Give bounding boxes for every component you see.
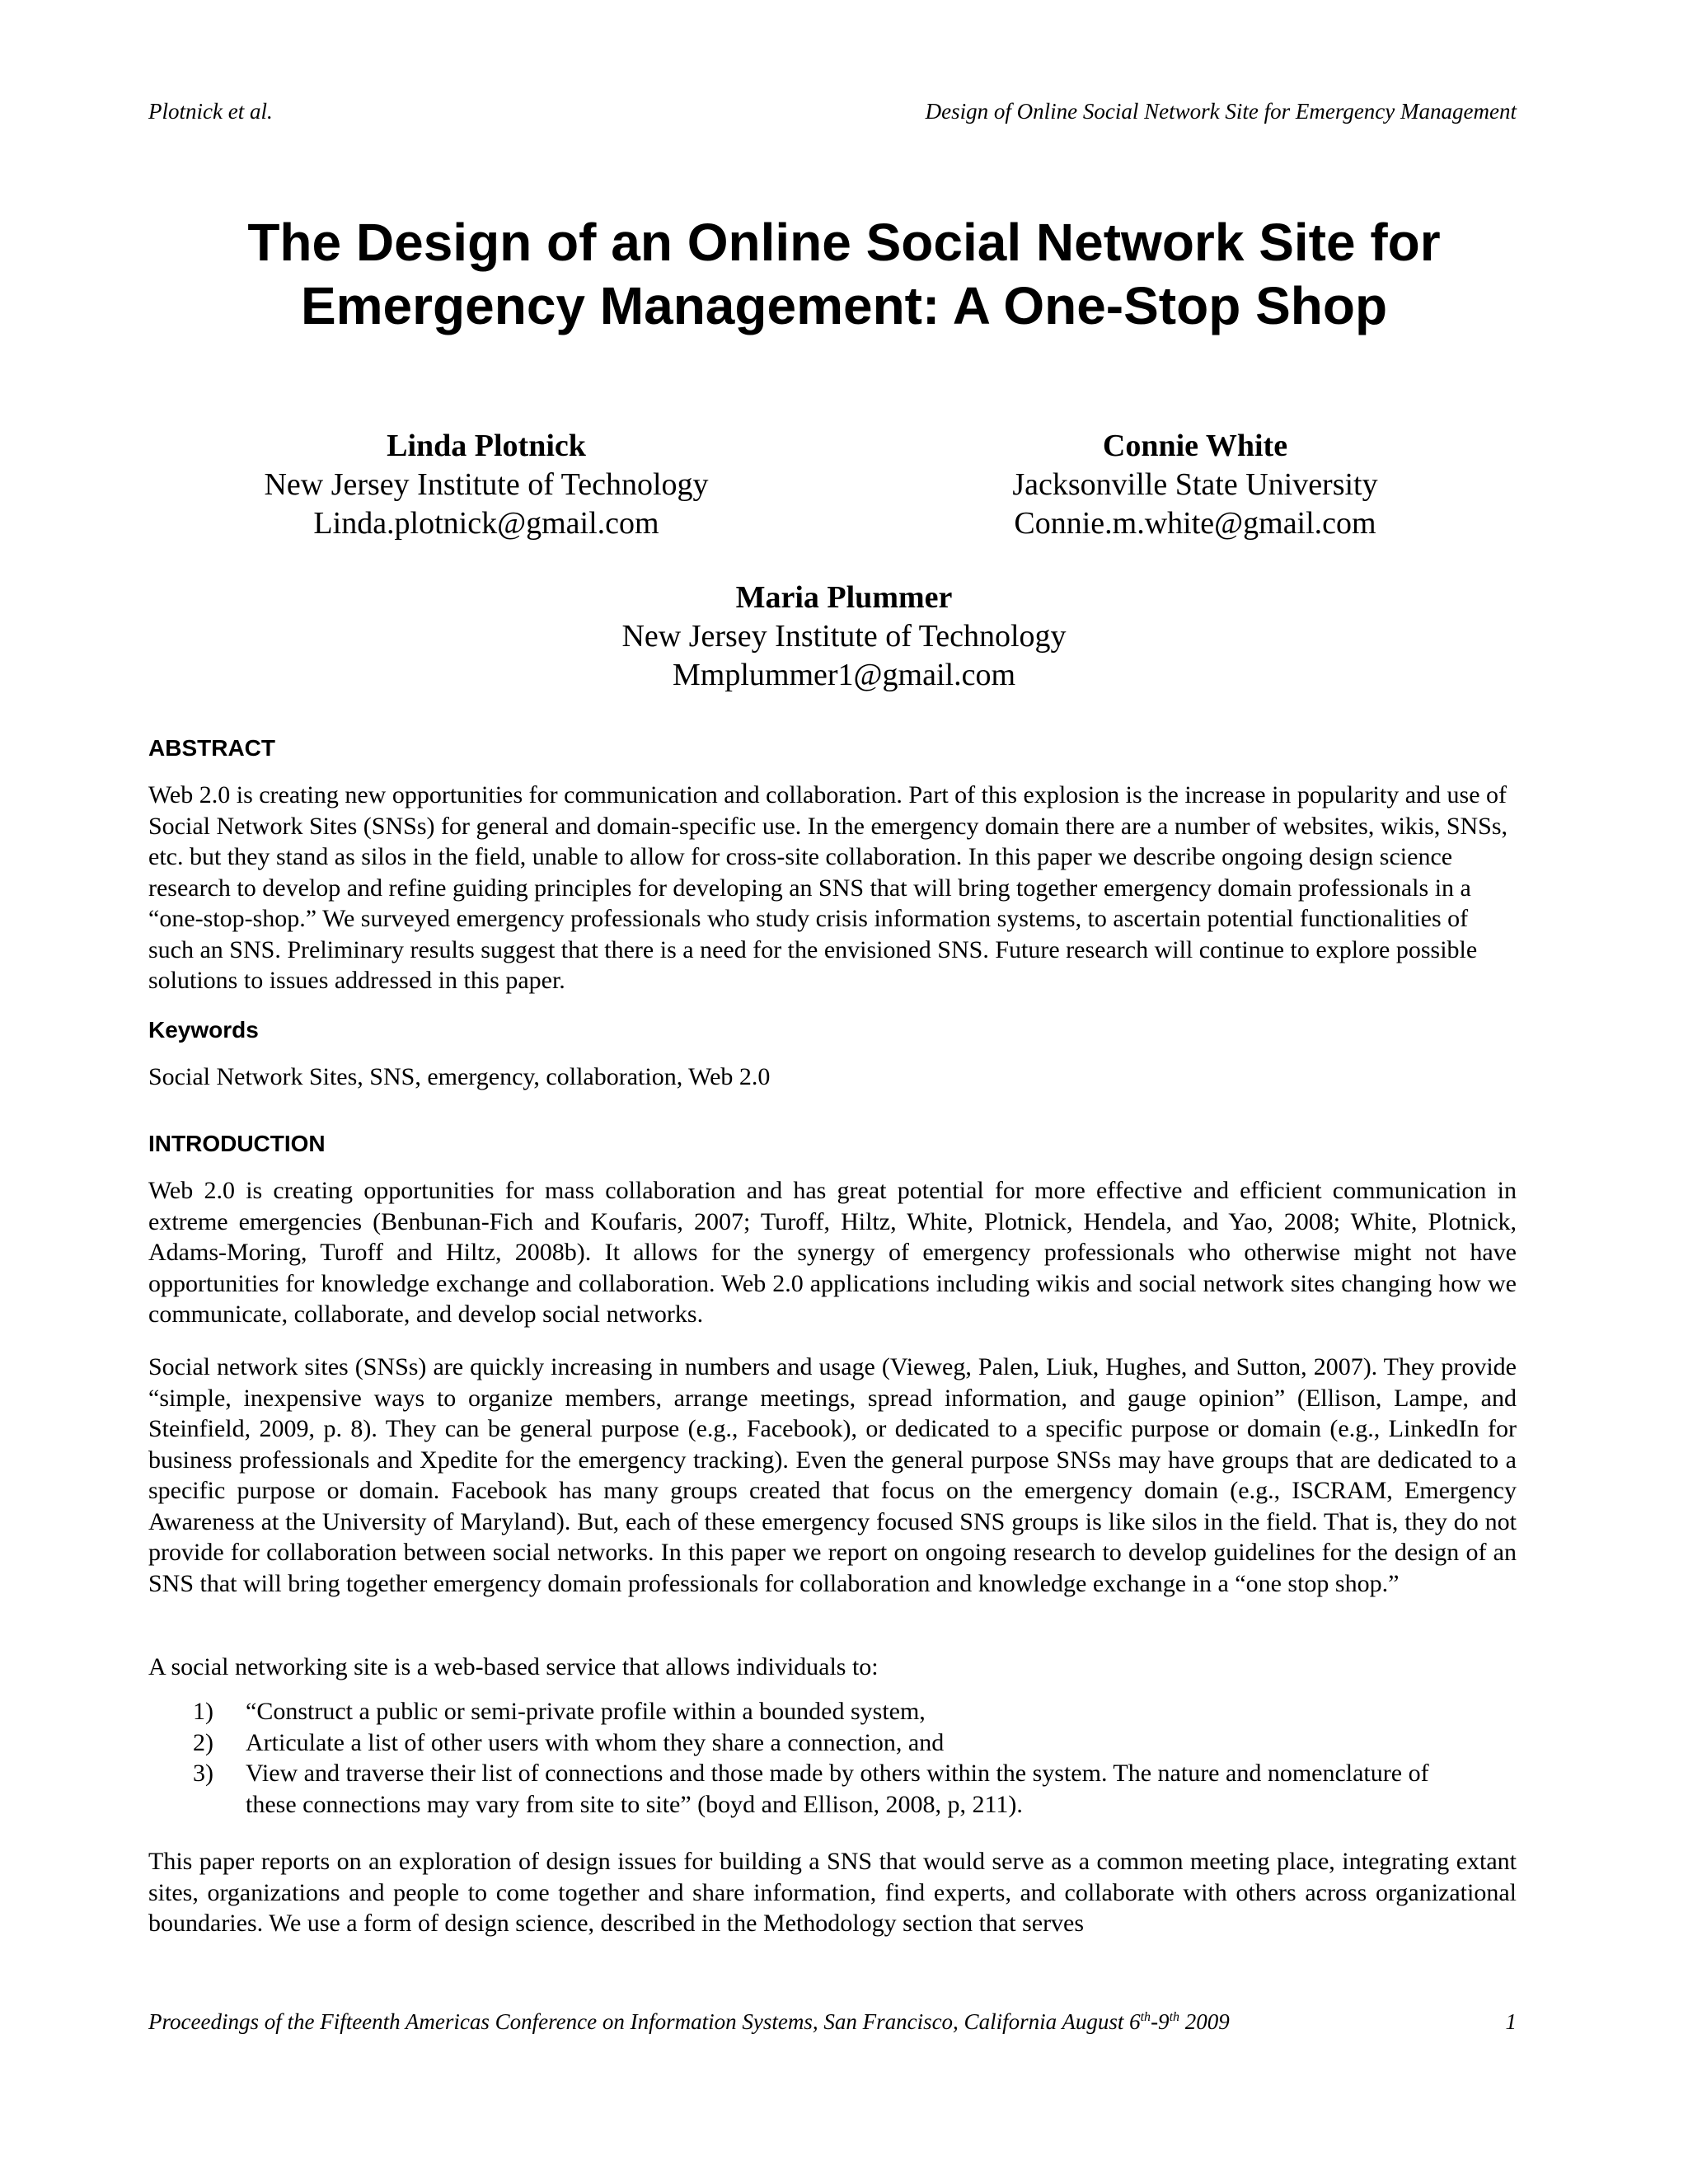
author-email[interactable]: Linda.plotnick@gmail.com: [313, 506, 659, 541]
introduction-paragraph: Web 2.0 is creating opportunities for mass collaboration and has great potential for more effective and efficient communication in extreme emergencies (Benbunan-Fich and Koufaris, 2007; Turoff, Hiltz, White, Plotnick, Hendela, and Yao, 2008; White, Plotnick, Adams-Moring, Turoff and Hiltz, 2008b). It allows for the synergy of emergency professionals who otherwise might not have opportunities for knowledge exchange and collaboration. Web 2.0 applications including wikis and social network sites changing how we communicate, collaborate, and develop social networks.: [148, 1177, 1517, 1328]
author-name: Connie White: [1102, 429, 1288, 463]
introduction-heading: INTRODUCTION: [148, 1131, 326, 1156]
author-email[interactable]: Mmplummer1@gmail.com: [673, 658, 1015, 692]
footer-superscript: th: [1140, 2010, 1151, 2024]
list-item-text: View and traverse their list of connections and those made by others within the system. The nature and nomenclature of these connections may vary from site to site” (boyd and Ellison, 2008, p, 211).: [246, 1760, 1429, 1818]
page-footer: [148, 2009, 1517, 2042]
author-name: Maria Plummer: [735, 580, 953, 615]
keywords-heading: Keywords: [148, 1017, 259, 1043]
list-item-text: Articulate a list of other users with whom they share a connection, and: [246, 1728, 945, 1756]
list-item: [193, 1758, 1429, 1820]
keywords-text: Social Network Sites, SNS, emergency, collaboration, Web 2.0: [148, 1063, 771, 1090]
running-header: [148, 99, 1517, 132]
footer-year: 2009: [1179, 2009, 1230, 2034]
footer-date-range: -9: [1151, 2009, 1170, 2034]
list-item: [193, 1727, 1429, 1759]
abstract-text: Web 2.0 is creating new opportunities for communication and collaboration. Part of this explosion is the increase in popularity and use of Social Network Sites (SNSs) for general and domain-specific use. In the emergency domain there are a number of websites, wikis, SNSs, etc. but they stand as silos in the field, unable to allow for cross-site collaboration. In this paper we describe ongoing design science research to develop and refine guiding principles for developing an SNS that will bring together emergency domain professionals in a “one-stop-shop.” We surveyed emergency professionals who study crisis information systems, to ascertain potential functionalities of such an SNS. Preliminary results suggest that there is a need for the envisioned SNS. Future research will continue to explore possible solutions to issues addressed in this paper.: [148, 781, 1508, 994]
list-item-number: 3): [193, 1760, 213, 1787]
author-affiliation: New Jersey Institute of Technology: [621, 619, 1067, 654]
footer-superscript: th: [1169, 2010, 1180, 2024]
list-item-number: 1): [193, 1698, 213, 1725]
author-email[interactable]: Connie.m.white@gmail.com: [1014, 506, 1376, 541]
footer-proceedings-text: Proceedings of the Fifteenth Americas Conference on Information Systems, San Francisco, California August 6: [148, 2009, 1141, 2034]
sns-definition-list: [193, 1696, 1429, 1820]
footer-proceedings: [148, 2009, 1230, 2035]
author-block: [898, 427, 1492, 543]
introduction-paragraph: A social networking site is a web-based service that allows individuals to:: [148, 1653, 879, 1680]
abstract-heading: ABSTRACT: [148, 735, 275, 761]
author-name: Linda Plotnick: [387, 429, 586, 463]
author-affiliation: Jacksonville State University: [1012, 467, 1378, 502]
author-block: [198, 427, 775, 543]
running-header-authors: Plotnick et al.: [148, 99, 273, 124]
page-number: 1: [1505, 2009, 1517, 2034]
paper-title: The Design of an Online Social Network Site for Emergency Management: A One-Stop Shop: [247, 213, 1441, 335]
list-item-text: “Construct a public or semi-private profile within a bounded system,: [246, 1698, 926, 1725]
list-item-number: 2): [193, 1728, 213, 1756]
introduction-paragraph: Social network sites (SNSs) are quickly increasing in numbers and usage (Vieweg, Palen, Liuk, Hughes, and Sutton, 2007). They provide “simple, inexpensive ways to organize members, arrange meetings, spread information, and gauge opinion” (Ellison, Lampe, and Steinfield, 2009, p. 8). They can be general purpose (e.g., Facebook), or dedicated to a specific purpose or domain (e.g., LinkedIn for business professionals and Xpedite for the emergency tracking). Even the general purpose SNSs may have groups that are dedicated to a specific purpose or domain. Facebook has many groups created that focus on the emergency domain (e.g., ISCRAM, Emergency Awareness at the University of Maryland). But, each of these emergency focused SNS groups is like silos in the field. That is, they do not provide for collaboration between social networks. In this paper we report on ongoing research to develop guidelines for the design of an SNS that will bring together emergency domain professionals for collaboration and knowledge exchange in a “one stop shop.”: [148, 1353, 1517, 1597]
list-item: [193, 1696, 1429, 1727]
author-affiliation: New Jersey Institute of Technology: [264, 467, 709, 502]
running-header-title: Design of Online Social Network Site for Emergency Management: [925, 99, 1517, 124]
introduction-closing-paragraph: This paper reports on an exploration of design issues for building a SNS that would serve as a common meeting place, integrating extant sites, organizations and people to come together and share information, find experts, and collaborate with others across organizational boundaries. We use a form of design science, described in the Methodology section that serves: [148, 1848, 1517, 1937]
author-block: [556, 579, 1132, 695]
